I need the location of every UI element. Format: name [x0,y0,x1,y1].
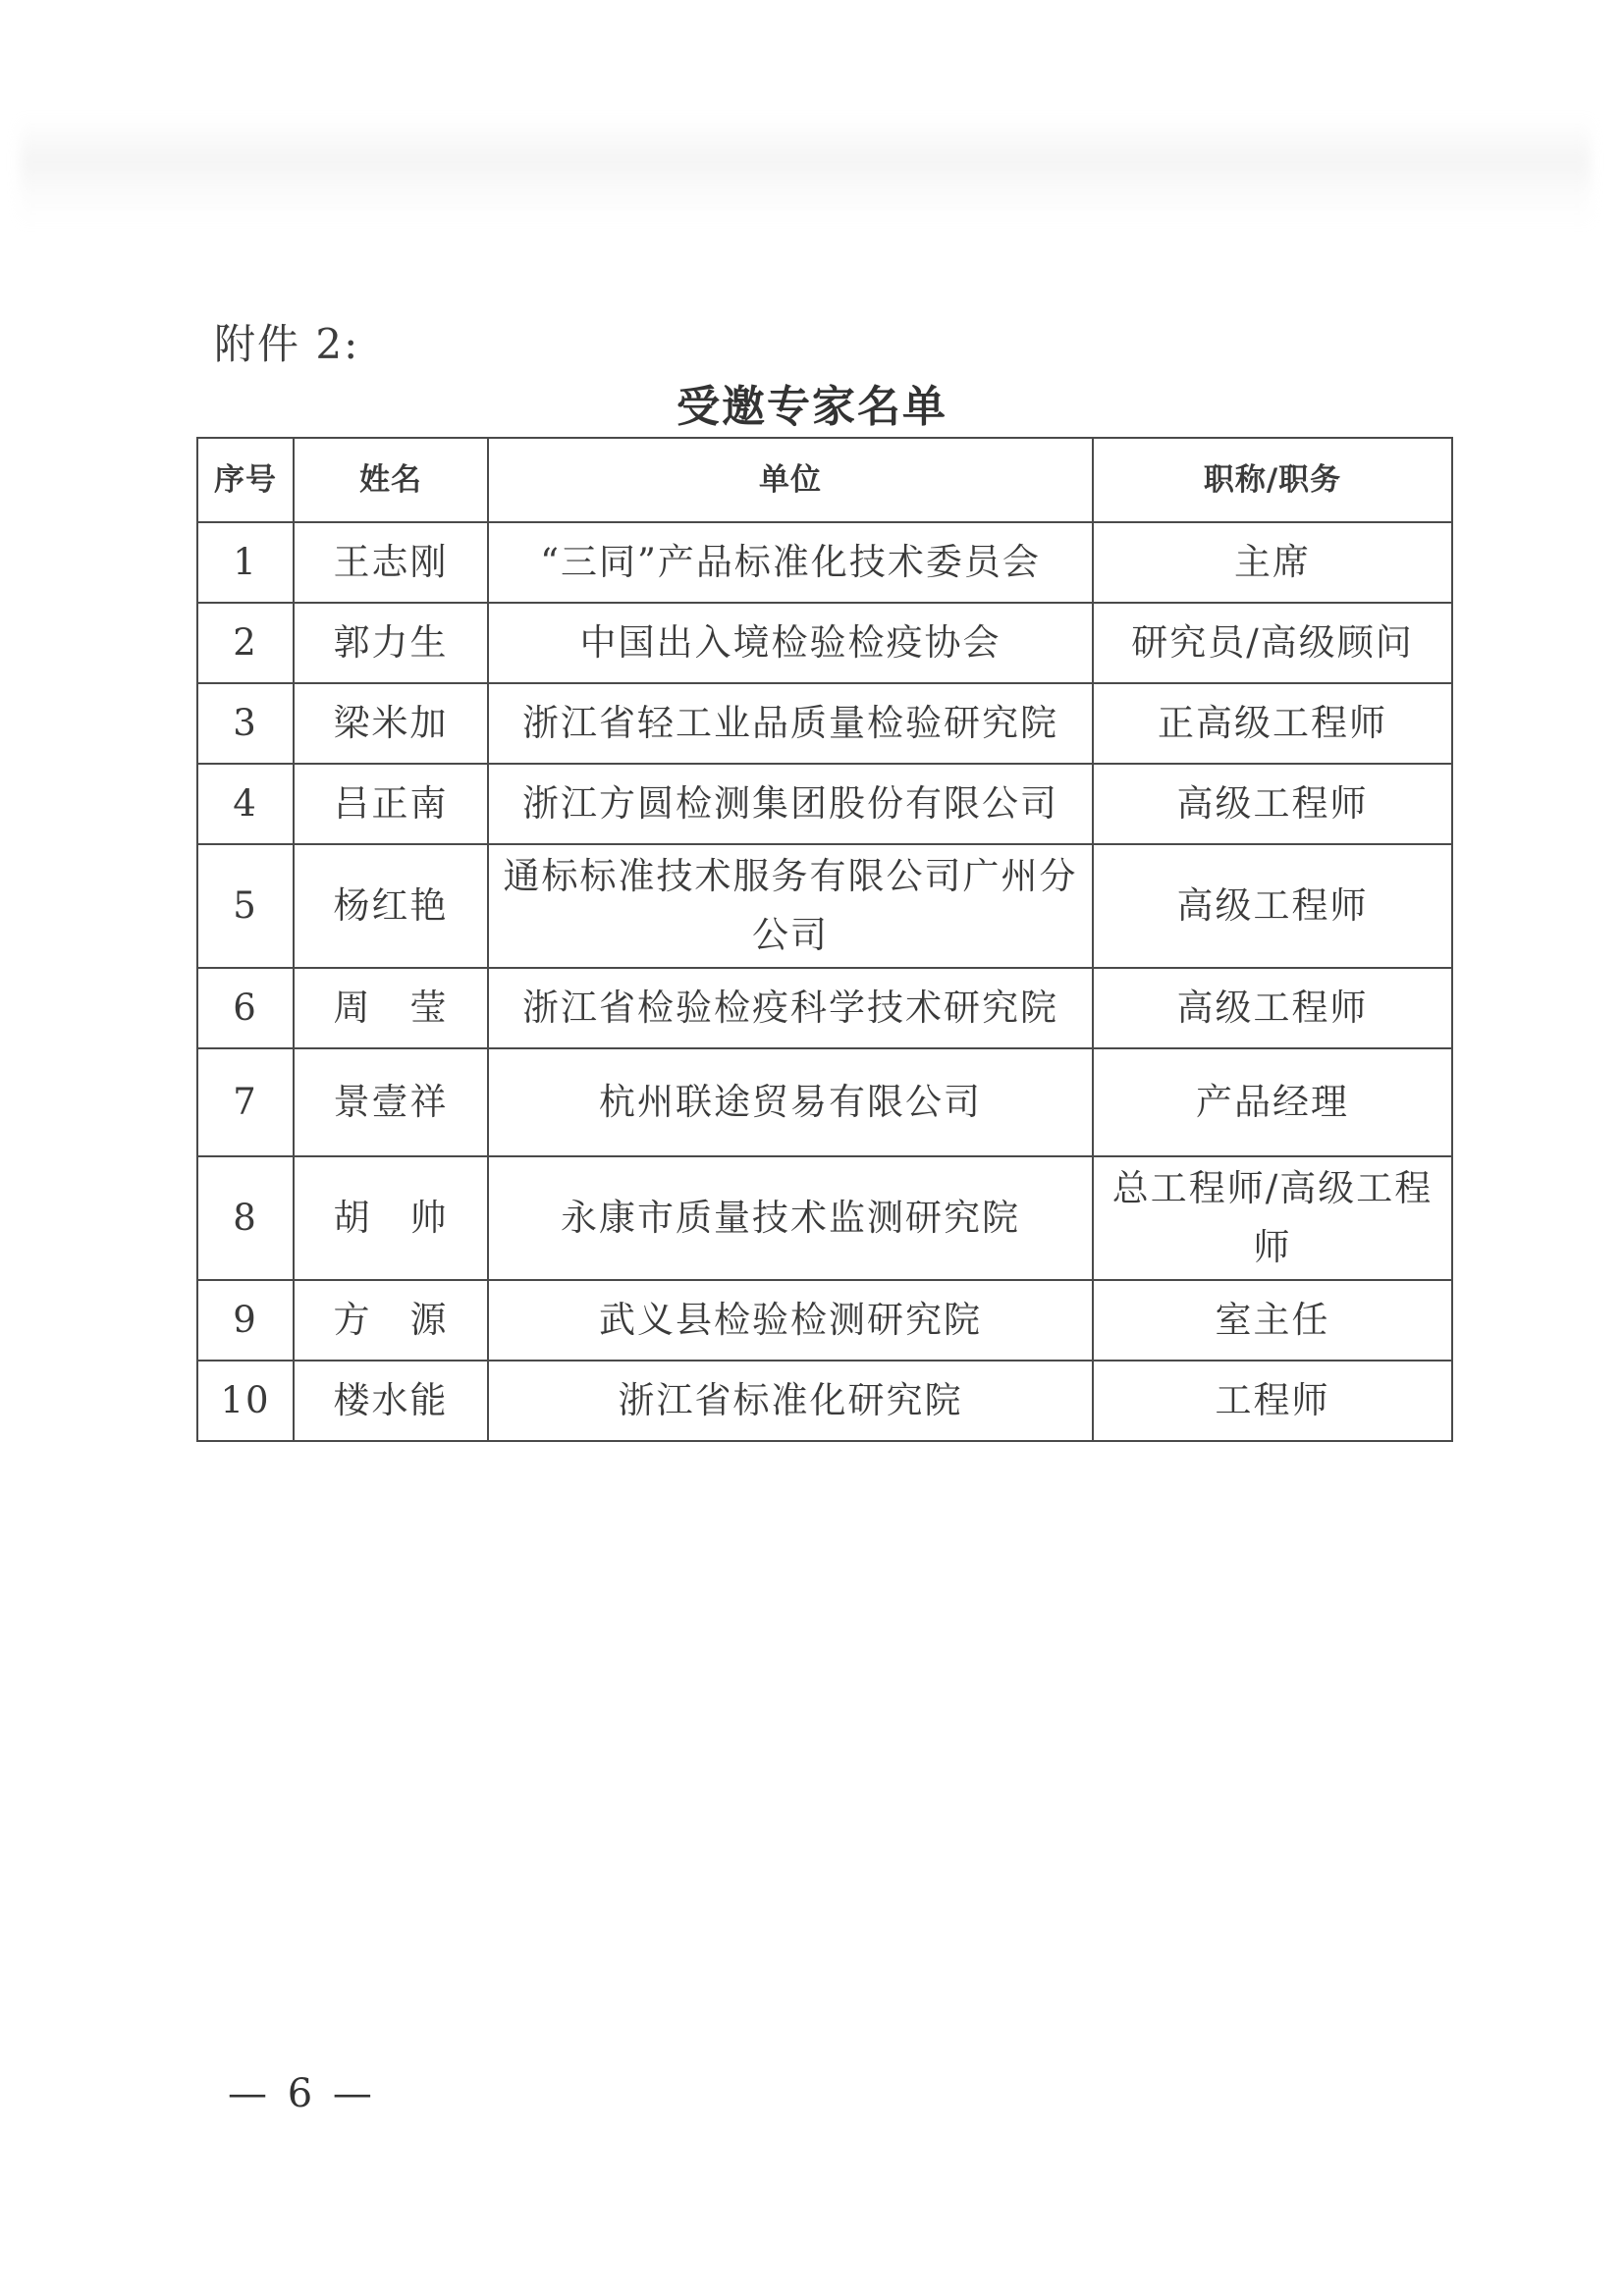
row-name: 杨红艳 [294,844,488,968]
row-title: 主席 [1093,522,1452,603]
row-organization: 浙江方圆检测集团股份有限公司 [488,764,1093,844]
table-row [197,764,1452,844]
row-name: 景壹祥 [294,1048,488,1156]
table-row [197,1280,1452,1361]
table-row [197,844,1452,968]
page-number: — 6 — [228,2071,376,2116]
row-index: 10 [197,1361,294,1441]
table-row [197,968,1452,1048]
table-row [197,683,1452,764]
scan-shadow [20,118,1591,226]
row-index: 6 [197,968,294,1048]
row-name: 梁米加 [294,683,488,764]
row-organization: 永康市质量技术监测研究院 [488,1156,1093,1280]
row-title: 工程师 [1093,1361,1452,1441]
header-title: 职称/职务 [1093,438,1452,522]
row-name: 郭力生 [294,603,488,683]
row-title: 高级工程师 [1093,764,1452,844]
row-organization: 中国出入境检验检疫协会 [488,603,1093,683]
row-organization: 浙江省轻工业品质量检验研究院 [488,683,1093,764]
row-title: 产品经理 [1093,1048,1452,1156]
expert-list-table [196,437,1453,1442]
attachment-label: 附件 2: [214,320,360,368]
row-index: 3 [197,683,294,764]
row-organization: 浙江省检验检疫科学技术研究院 [488,968,1093,1048]
row-title: 室主任 [1093,1280,1452,1361]
header-index: 序号 [197,438,294,522]
row-index: 8 [197,1156,294,1280]
row-organization: “三同”产品标准化技术委员会 [488,522,1093,603]
row-index: 7 [197,1048,294,1156]
row-index: 1 [197,522,294,603]
row-organization: 浙江省标准化研究院 [488,1361,1093,1441]
table-row [197,1156,1452,1280]
table-row [197,603,1452,683]
row-index: 9 [197,1280,294,1361]
table-header-row [197,438,1452,522]
row-title: 高级工程师 [1093,968,1452,1048]
header-name: 姓名 [294,438,488,522]
row-organization: 武义县检验检测研究院 [488,1280,1093,1361]
row-title: 高级工程师 [1093,844,1452,968]
row-organization: 通标标准技术服务有限公司广州分公司 [488,844,1093,968]
header-organization: 单位 [488,438,1093,522]
row-title: 研究员/高级顾问 [1093,603,1452,683]
row-index: 2 [197,603,294,683]
row-name: 楼水能 [294,1361,488,1441]
row-title: 总工程师/高级工程师 [1093,1156,1452,1280]
row-title: 正高级工程师 [1093,683,1452,764]
row-name: 胡 帅 [294,1156,488,1280]
row-name: 吕正南 [294,764,488,844]
document-title: 受邀专家名单 [677,382,947,432]
table-row [197,1361,1452,1441]
row-index: 5 [197,844,294,968]
row-organization: 杭州联途贸易有限公司 [488,1048,1093,1156]
table-row [197,1048,1452,1156]
row-name: 方 源 [294,1280,488,1361]
row-name: 王志刚 [294,522,488,603]
row-name: 周 莹 [294,968,488,1048]
table-row [197,522,1452,603]
row-index: 4 [197,764,294,844]
